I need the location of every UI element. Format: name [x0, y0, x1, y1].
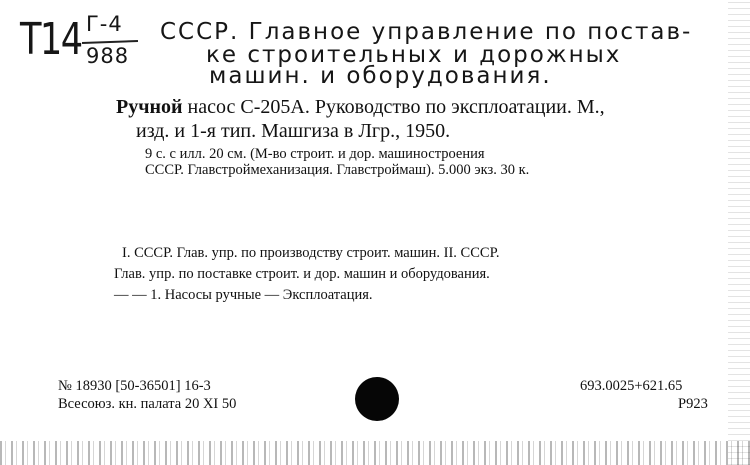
handwritten-fraction-bottom: 988 [86, 44, 130, 68]
handwritten-note-line-1: СССР. Главное управление по постав- [160, 19, 693, 45]
card-edge-right [728, 0, 750, 465]
handwritten-note-line-2: ке строительных и дорожных [206, 42, 622, 68]
handwritten-fraction-top: Г-4 [86, 12, 123, 36]
classification-index: 693.0025+621.65 [580, 378, 683, 394]
record-title-bold: Ручной [116, 96, 183, 118]
record-number: № 18930 [50-36501] 16-3 [58, 378, 211, 394]
record-title [116, 96, 605, 119]
card-edge-bottom [0, 441, 750, 465]
subject-line-3: — — 1. Насосы ручные — Эксплоатация. [114, 287, 373, 303]
record-description-line-2: СССР. Главстроймеханизация. Главстроймаш). 5.000 экз. 30 к. [145, 162, 530, 178]
handwritten-note-line-3: машин. и оборудования. [209, 63, 552, 89]
record-description-line-1: 9 с. с илл. 20 см. (М-во строит. и дор. машиностроения [145, 146, 485, 162]
handwritten-shelf-mark: Т14 [20, 14, 82, 65]
subject-line-1: I. СССР. Глав. упр. по производству строит. машин. II. СССР. [122, 245, 500, 261]
book-chamber-note: Всесоюз. кн. палата 20 XI 50 [58, 396, 237, 412]
card-punch-hole [355, 377, 399, 421]
record-title-rest: насос С-205А. Руководство по эксплоатации. М., [182, 96, 605, 118]
author-code: Р923 [678, 396, 708, 412]
subject-line-2: Глав. упр. по поставке строит. и дор. машин и оборудования. [114, 266, 490, 282]
record-imprint: изд. и 1-я тип. Машгиза в Лгр., 1950. [136, 120, 451, 142]
